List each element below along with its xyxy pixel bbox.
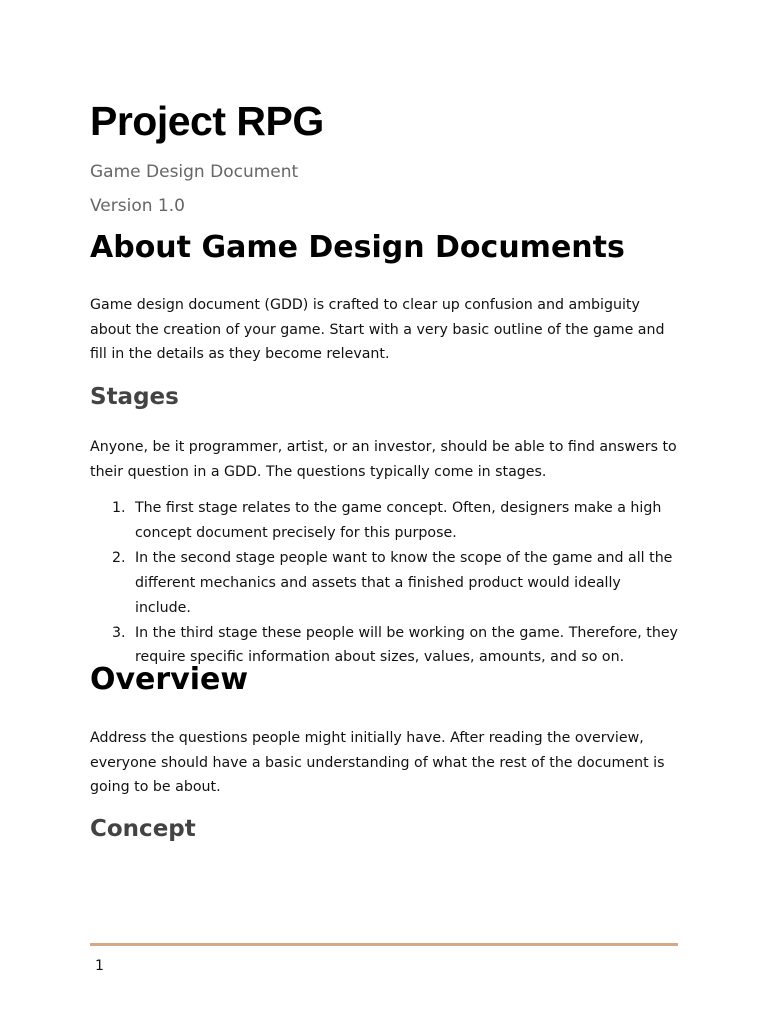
paragraph-overview: Address the questions people might initially have. After reading the overview, everyone should have a basic understanding of what the rest of the document is going to be about. [90,730,665,796]
footer-divider [90,943,678,946]
document-subtitle: Game Design Document [90,162,299,182]
list-item-text: In the third stage these people will be working on the game. Therefore, they require specific information about sizes, values, amounts, and so on. [135,624,678,666]
list-item [90,496,678,546]
page-number: 1 [95,958,104,974]
list-item [90,546,678,621]
list-item-text: In the second stage people want to know the scope of the game and all the different mechanics and assets that a finished product would ideally include. [135,549,673,616]
heading-overview: Overview [90,662,249,697]
list-item-number: 1. [112,500,126,516]
paragraph-stages: Anyone, be it programmer, artist, or an investor, should be able to find answers to their question in a GDD. The questions typically come in stages. [90,439,677,480]
document-title: Project RPG [90,98,324,144]
list-item-number: 2. [112,549,126,566]
heading-concept: Concept [90,816,196,842]
stages-list [90,496,678,670]
heading-stages: Stages [90,384,179,410]
heading-about: About Game Design Documents [90,230,625,265]
document-version: Version 1.0 [90,196,185,216]
paragraph-about: Game design document (GDD) is crafted to clear up confusion and ambiguity about the creation of your game. Start with a very basic outline of the game and fill in the details as they become relevant. [90,297,665,363]
list-item-number: 3. [112,624,126,641]
list-item-text: The first stage relates to the game concept. Often, designers make a high concept document precisely for this purpose. [135,500,662,541]
